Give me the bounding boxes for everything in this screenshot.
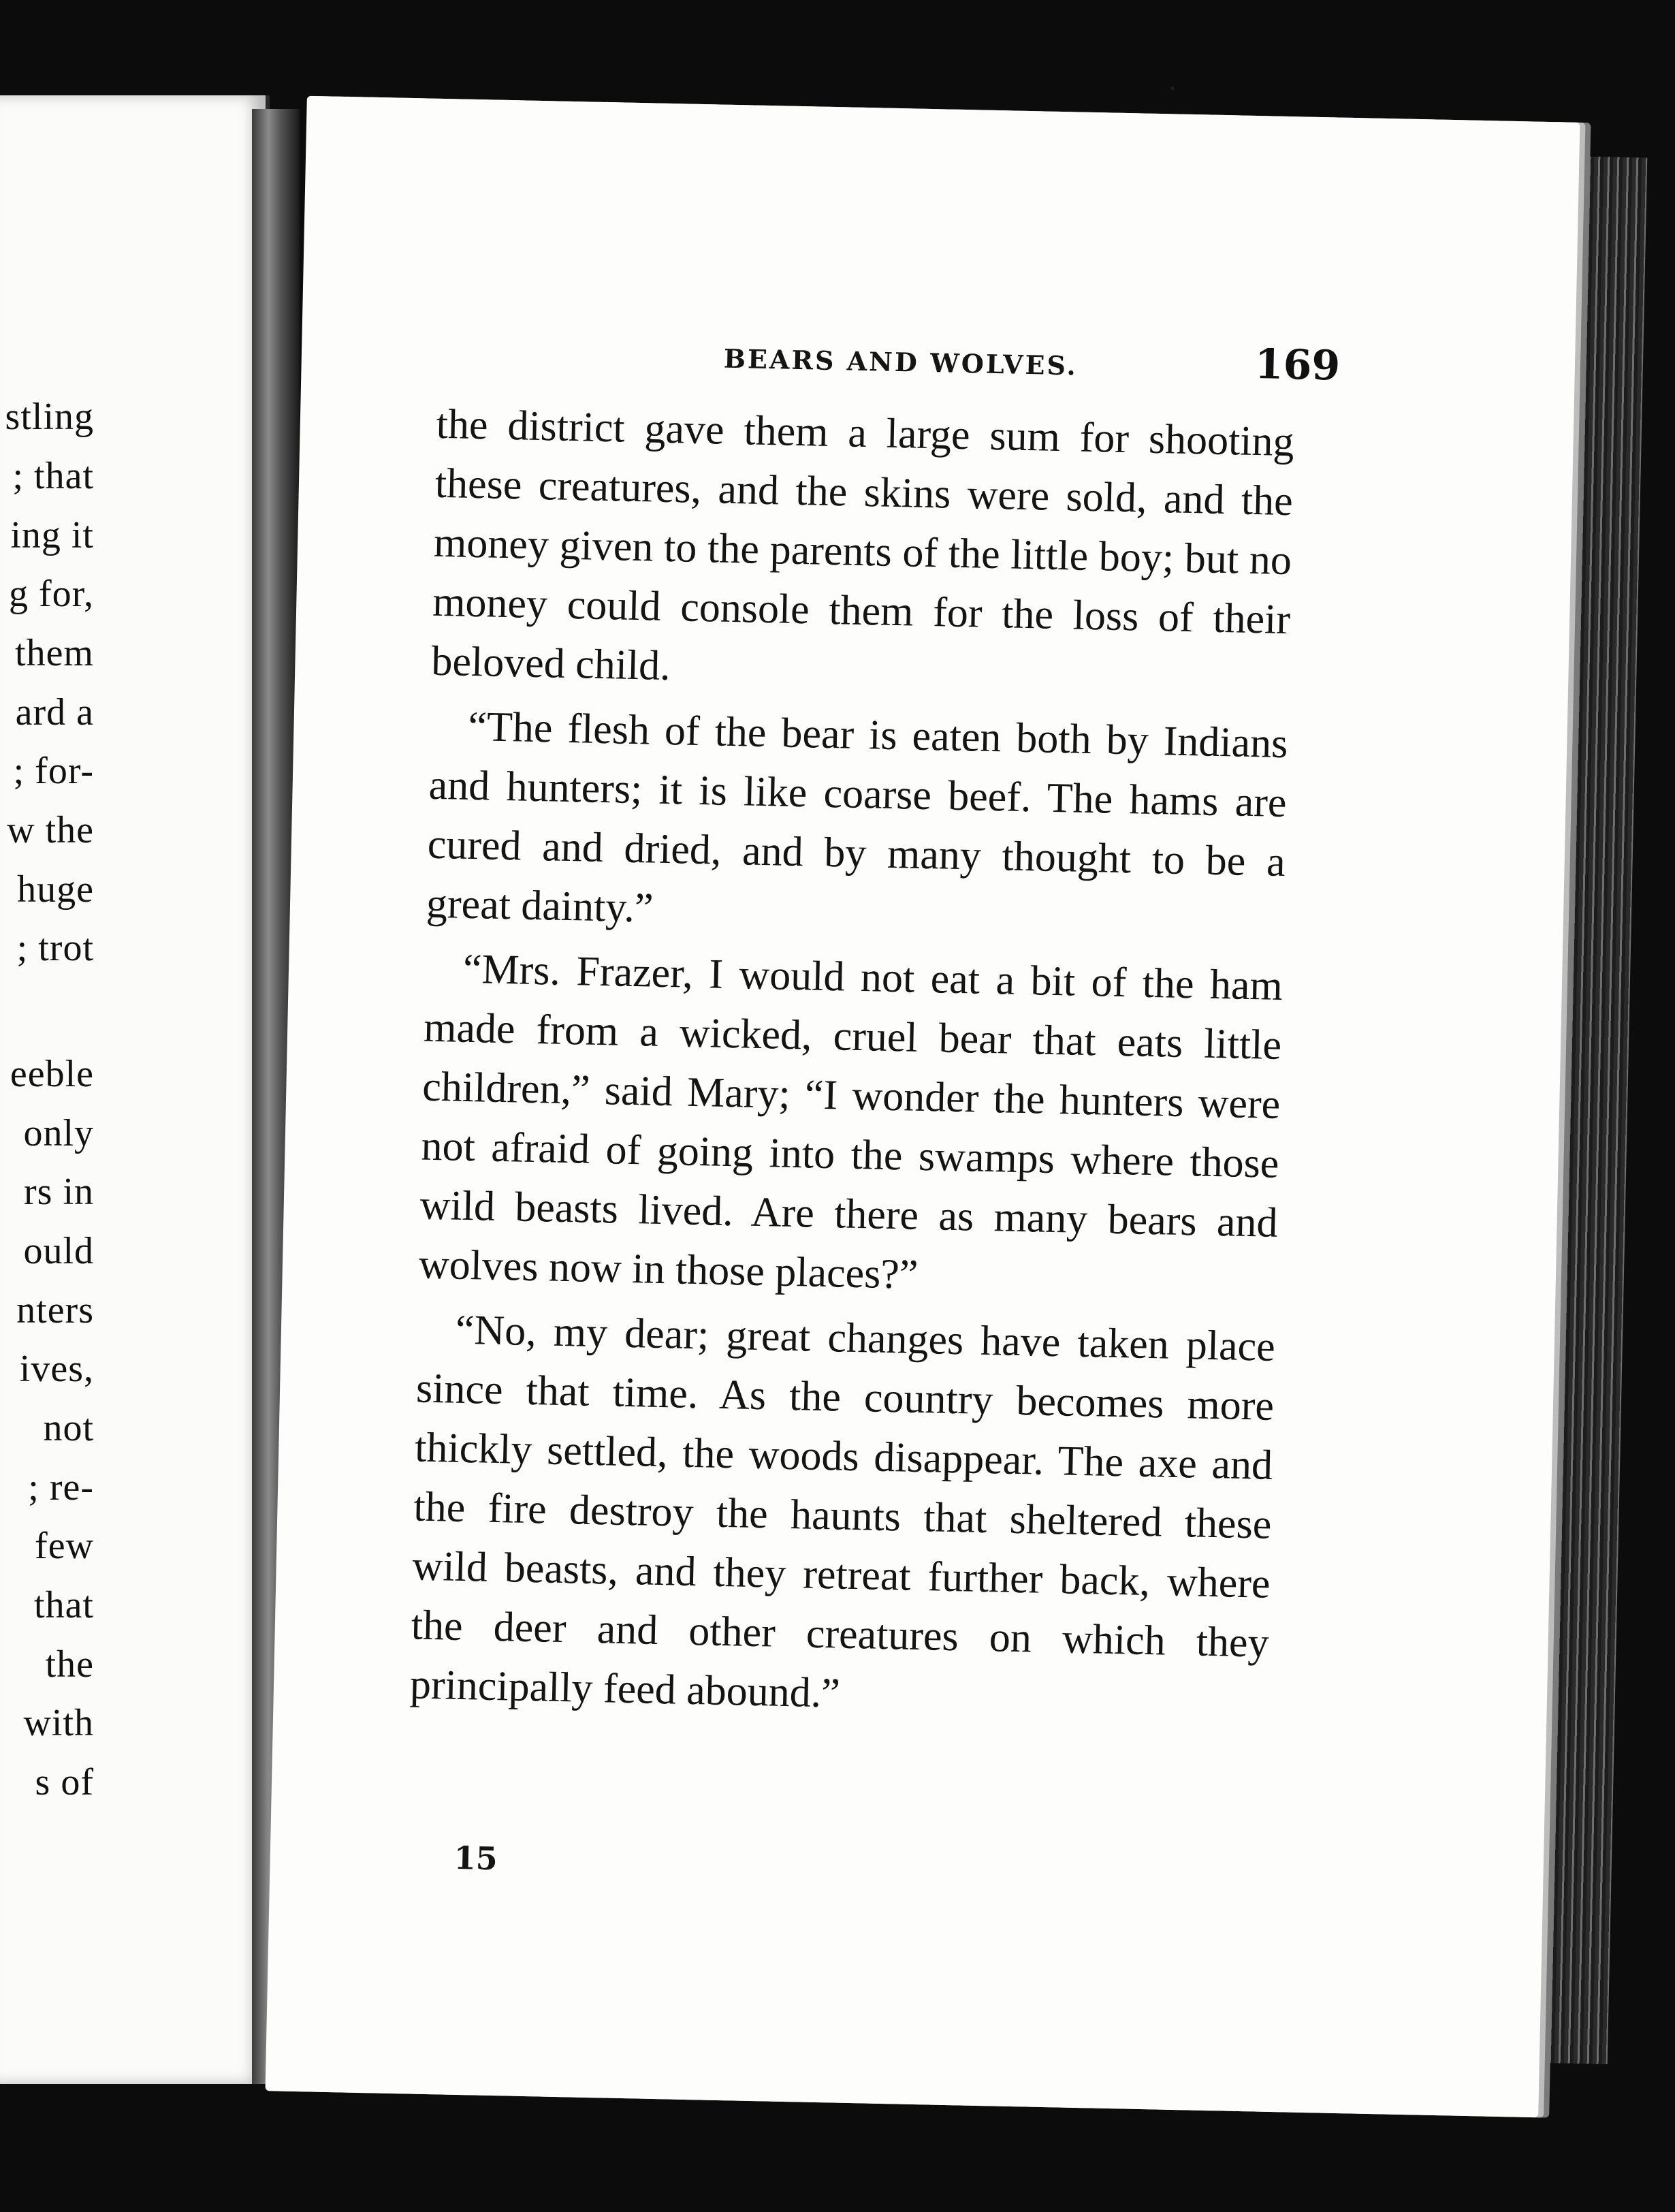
left-page-line: ives, [19, 1348, 94, 1390]
left-page-line: nters [16, 1289, 94, 1331]
paragraph: “No, my dear; great changes have taken place since that time. As the country becomes more thickly settled, the woods disappear. The axe and the fire destroy the haunts that sheltered these wild beasts, and they retreat further back, where the deer and other creatures on which they principally feed abound.” [409, 1306, 1276, 1717]
left-page-line: rs in [24, 1171, 94, 1213]
left-page-line: that [34, 1584, 94, 1626]
body-text [409, 395, 1294, 1738]
page-number: 169 [1254, 340, 1341, 390]
signature-mark: 15 [453, 1839, 498, 1878]
left-page-line: only [23, 1112, 94, 1154]
left-page-line: ; that [12, 455, 94, 497]
left-page-line: the [45, 1643, 94, 1686]
left-page-line: ard a [15, 691, 94, 733]
left-page-line: not [43, 1407, 94, 1449]
left-page-line: huge [17, 868, 94, 911]
left-page-line: ; for- [13, 750, 94, 792]
left-page-line: them [15, 632, 94, 674]
paragraph: “Mrs. Frazer, I would not eat a bit of the ham made from a wicked, cruel bear that eats little children,” said Mary; “I wonder the hunters were not afraid of going into the swamps where those wild beasts lived. Are there as many bears and wolves now in those places?” [418, 945, 1283, 1298]
left-page-line: ; trot [16, 927, 94, 969]
running-head: BEARS AND WOLVES. [723, 343, 1079, 381]
left-page-line: stling [5, 396, 94, 438]
left-page-line: w the [7, 809, 94, 851]
left-page-line: few [35, 1525, 94, 1567]
left-facing-page [0, 95, 270, 2084]
left-page-line: ould [23, 1230, 94, 1272]
paragraph: the district gave them a large sum for shooting these creatures, and the skins were sold, and the money given to the parents of the little boy; but no money could console them for the loss of their beloved child. [430, 400, 1295, 690]
left-page-line: g for, [8, 573, 94, 615]
left-page-line: with [23, 1702, 94, 1744]
left-page-line: s of [35, 1761, 94, 1803]
left-page-line: ing it [10, 514, 94, 556]
left-page-line: ; re- [28, 1466, 94, 1508]
right-page [266, 96, 1580, 2118]
paragraph: “The flesh of the bear is eaten both by Indians and hunters; it is like coarse beef. The hams are cured and dried, and by many thought to be a great dainty.” [426, 703, 1288, 932]
left-page-line: eeble [10, 1053, 94, 1095]
